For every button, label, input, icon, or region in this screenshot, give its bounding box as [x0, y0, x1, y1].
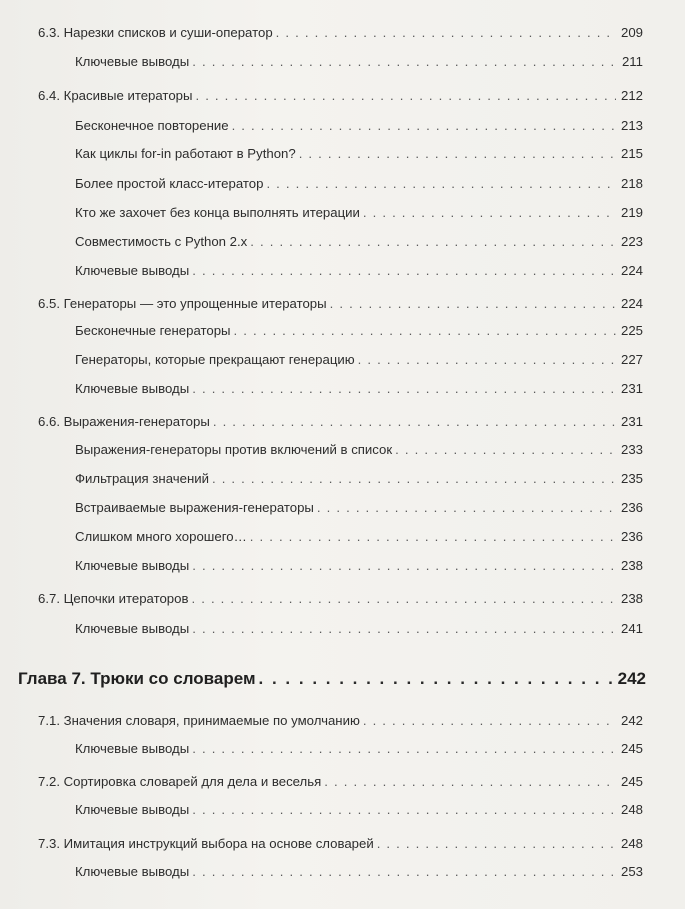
leader-dots [192, 53, 617, 71]
toc-entry-page: 241 [620, 621, 643, 636]
toc-entry-title: Кто же захочет без конца выполнять итерации [75, 205, 360, 220]
leader-dots [259, 668, 613, 690]
leader-dots [192, 557, 616, 575]
toc-entry-title: Слишком много хорошего… [75, 529, 247, 544]
toc-entry-section [38, 773, 643, 791]
toc-entry-title: Более простой класс-итератор [75, 176, 264, 191]
leader-dots [377, 835, 616, 853]
toc-entry-page: 248 [620, 836, 643, 851]
toc-entry-page: 215 [620, 146, 643, 161]
toc-entry-page: 238 [620, 591, 643, 606]
toc-entry-page: 224 [620, 263, 643, 278]
toc-entry-section [38, 87, 643, 105]
toc-entry-subsection [75, 801, 643, 819]
toc-entry-section [38, 835, 643, 853]
toc-entry-page: 225 [620, 323, 643, 338]
leader-dots [192, 380, 616, 398]
toc-entry-subsection [75, 175, 643, 193]
toc-entry-page: 231 [620, 381, 643, 396]
toc-entry-page: 211 [621, 54, 643, 69]
toc-entry-title: Ключевые выводы [75, 621, 190, 636]
toc-entry-title: Ключевые выводы [75, 558, 190, 573]
toc-entry-title: 7.1. Значения словаря, принимаемые по умолчанию [38, 713, 360, 728]
leader-dots [192, 620, 616, 638]
leader-dots [363, 204, 616, 222]
leader-dots [324, 773, 616, 791]
leader-dots [317, 499, 616, 517]
toc-entry-title: Бесконечные генераторы [75, 323, 231, 338]
toc-entry-subsection [75, 557, 643, 575]
toc-entry-subsection [75, 528, 643, 546]
leader-dots [250, 233, 616, 251]
leader-dots [358, 351, 616, 369]
toc-entry-page: 224 [620, 296, 643, 311]
toc-entry-title: Глава 7. Трюки со словарем [18, 669, 256, 688]
leader-dots [395, 441, 616, 459]
toc-entry-section [38, 24, 643, 42]
toc-entry-page: 227 [620, 352, 643, 367]
leader-dots [191, 590, 616, 608]
toc-entry-subsection [75, 740, 643, 758]
toc-entry-section [38, 413, 643, 431]
toc-entry-chapter [18, 668, 646, 690]
toc-entry-title: 7.2. Сортировка словарей для дела и веселья [38, 774, 322, 789]
toc-entry-subsection [75, 499, 643, 517]
toc-entry-section [38, 590, 643, 608]
toc-entry-title: 6.4. Красивые итераторы [38, 88, 193, 103]
toc-entry-title: Выражения-генераторы против включений в список [75, 442, 393, 457]
toc-entry-title: Как циклы for-in работают в Python? [75, 146, 296, 161]
toc-entry-page: 245 [620, 774, 643, 789]
toc-entry-page: 218 [620, 176, 643, 191]
leader-dots [195, 87, 616, 105]
leader-dots [192, 863, 616, 881]
leader-dots [212, 470, 616, 488]
toc-entry-page: 236 [620, 500, 643, 515]
toc-entry-page: 245 [620, 741, 643, 756]
toc-entry-title: 6.6. Выражения-генераторы [38, 414, 210, 429]
toc-entry-section [38, 712, 643, 730]
toc-entry-section [38, 295, 643, 313]
leader-dots [192, 262, 616, 280]
toc-entry-page: 223 [620, 234, 643, 249]
toc-entry-subsection [75, 262, 643, 280]
toc-entry-subsection [75, 322, 643, 340]
toc-entry-subsection [75, 380, 643, 398]
toc-entry-subsection [75, 620, 643, 638]
toc-entry-page: 212 [620, 88, 643, 103]
toc-entry-title: Генераторы, которые прекращают генерацию [75, 352, 355, 367]
toc-entry-title: Ключевые выводы [75, 864, 190, 879]
leader-dots [299, 145, 616, 163]
toc-entry-title: Ключевые выводы [75, 263, 190, 278]
toc-entry-title: Ключевые выводы [75, 54, 190, 69]
toc-entry-page: 213 [620, 118, 643, 133]
toc-entry-page: 209 [620, 25, 643, 40]
toc-entry-title: 6.3. Нарезки списков и суши-оператор [38, 25, 273, 40]
toc-entry-subsection [75, 351, 643, 369]
leader-dots [330, 295, 616, 313]
toc-entry-title: Фильтрация значений [75, 471, 209, 486]
leader-dots [363, 712, 616, 730]
toc-entry-title: 6.5. Генераторы — это упрощенные итераторы [38, 296, 327, 311]
toc-entry-page: 231 [620, 414, 643, 429]
leader-dots [213, 413, 616, 431]
toc-entry-title: Ключевые выводы [75, 381, 190, 396]
leader-dots [232, 117, 616, 135]
toc-entry-subsection [75, 441, 643, 459]
toc-entry-title: Встраиваемые выражения-генераторы [75, 500, 314, 515]
toc-entry-subsection [75, 204, 643, 222]
toc-entry-page: 235 [620, 471, 643, 486]
toc-entry-title: 7.3. Имитация инструкций выбора на основе словарей [38, 836, 374, 851]
toc-entry-page: 248 [620, 802, 643, 817]
toc-entry-subsection [75, 233, 643, 251]
toc-entry-page: 242 [620, 713, 643, 728]
leader-dots [250, 528, 616, 546]
toc-entry-title: Ключевые выводы [75, 802, 190, 817]
toc-entry-title: Бесконечное повторение [75, 118, 229, 133]
toc-entry-title: 6.7. Цепочки итераторов [38, 591, 189, 606]
toc-entry-page: 233 [620, 442, 643, 457]
toc-entry-subsection [75, 117, 643, 135]
toc-entry-title: Совместимость с Python 2.x [75, 234, 248, 249]
leader-dots [276, 24, 616, 42]
leader-dots [234, 322, 616, 340]
leader-dots [266, 175, 616, 193]
leader-dots [192, 740, 616, 758]
toc-entry-subsection [75, 53, 643, 71]
toc-entry-page: 236 [620, 529, 643, 544]
toc-entry-title: Ключевые выводы [75, 741, 190, 756]
toc-entry-page: 238 [620, 558, 643, 573]
toc-entry-page: 219 [620, 205, 643, 220]
toc-entry-page: 242 [617, 669, 646, 688]
toc-entry-subsection [75, 470, 643, 488]
toc-entry-subsection [75, 863, 643, 881]
leader-dots [192, 801, 616, 819]
toc-entry-subsection [75, 145, 643, 163]
toc-entry-page: 253 [620, 864, 643, 879]
